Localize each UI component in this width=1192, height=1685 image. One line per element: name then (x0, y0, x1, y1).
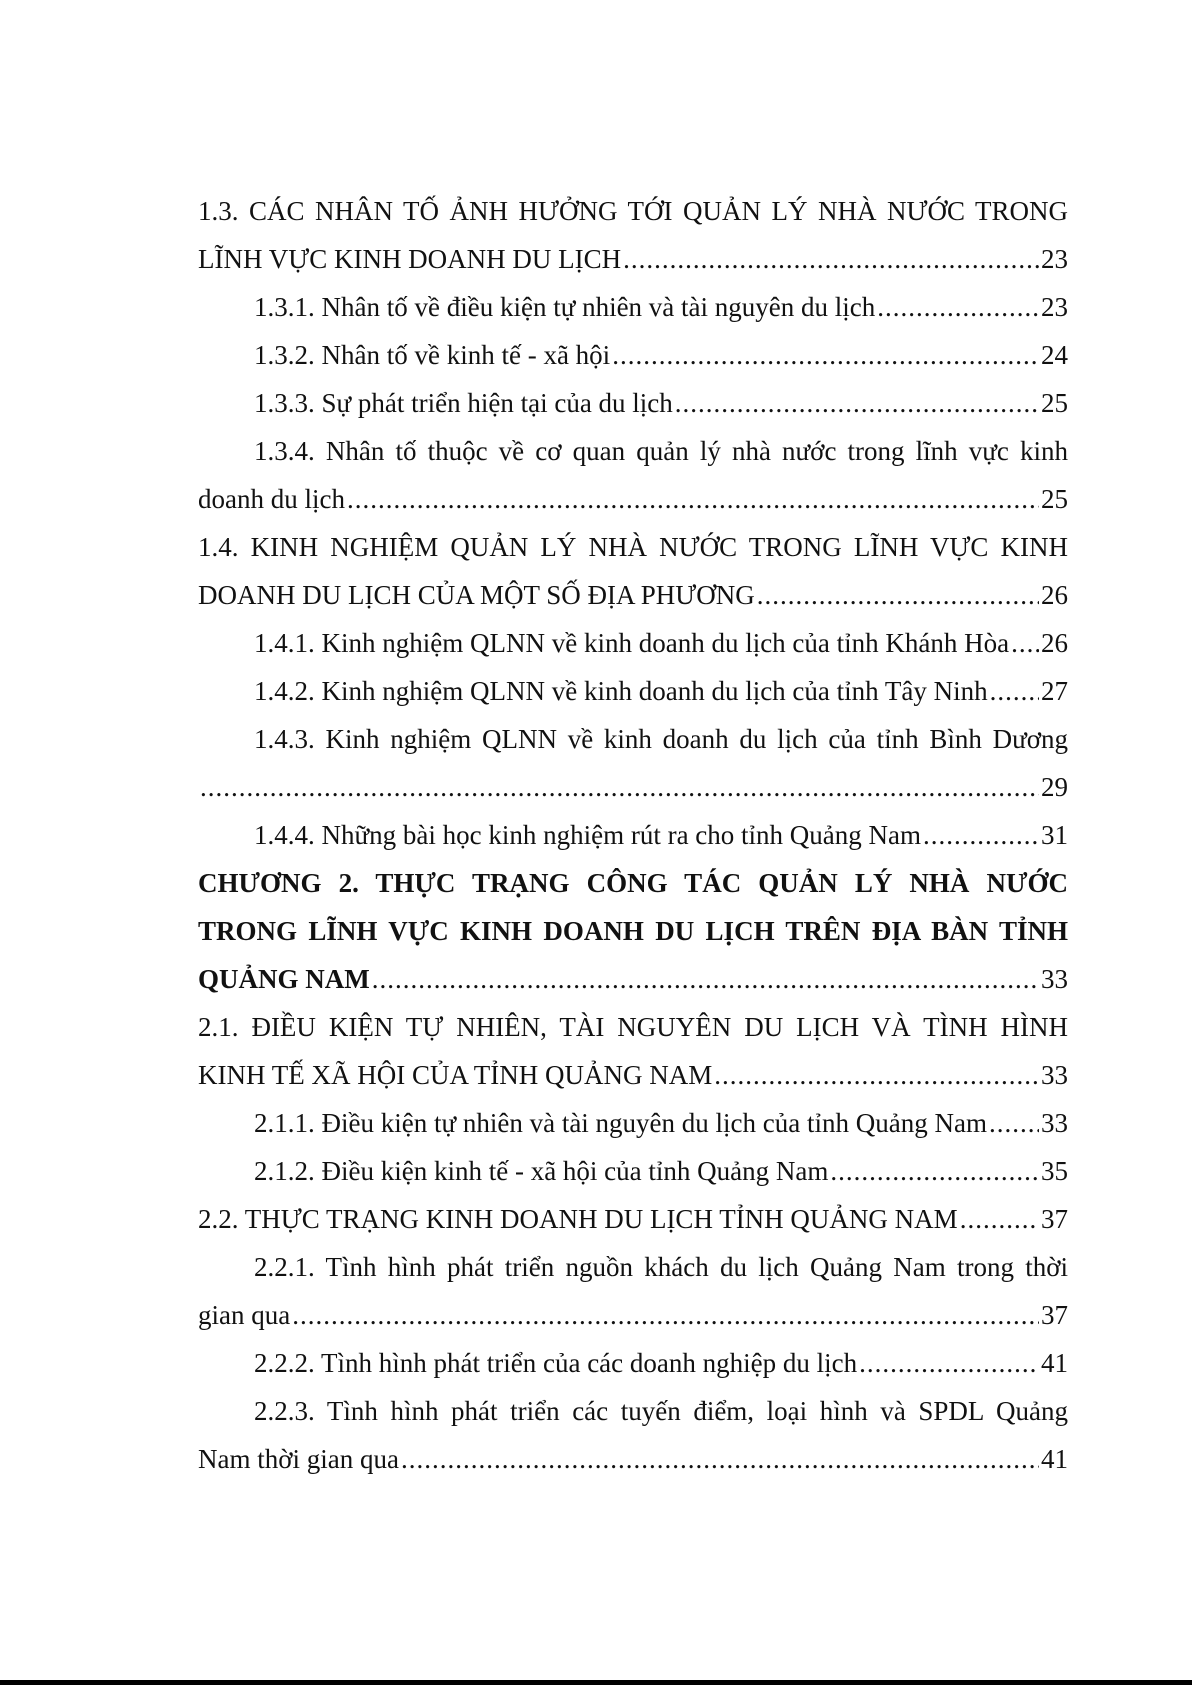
dot-leader (200, 763, 1039, 811)
toc-page-number: 23 (1041, 244, 1068, 274)
toc-page-number: 37 (1041, 1204, 1068, 1234)
toc-entry-leader-line (198, 475, 1068, 523)
toc-entry-leader-line (198, 331, 1068, 379)
toc-entry-title: 1.3.1. Nhân tố về điều kiện tự nhiên và tài nguyên du lịch (254, 292, 876, 322)
toc-entry-leader-line (198, 1339, 1068, 1387)
toc-entry-title: 1.3.3. Sự phát triển hiện tại của du lịch (254, 388, 673, 418)
toc-entry-leader-line (198, 667, 1068, 715)
toc-entry[interactable] (198, 427, 1068, 523)
toc-entry-leader-line (198, 763, 1068, 811)
toc-page-number: 25 (1041, 388, 1068, 418)
toc-page-number: 25 (1041, 484, 1068, 514)
dot-leader (830, 1147, 1039, 1195)
toc-entry-leader-line (198, 811, 1068, 859)
toc-entry[interactable] (198, 331, 1068, 379)
dot-leader (372, 955, 1039, 1003)
toc-page-number: 29 (1041, 772, 1068, 802)
toc-entry-leader-line (198, 1195, 1068, 1243)
dot-leader (960, 1195, 1039, 1243)
table-of-contents (198, 187, 1068, 1483)
toc-entry-title: Nam thời gian qua (198, 1444, 399, 1474)
toc-entry-title: 2.1.1. Điều kiện tự nhiên và tài nguyên du lịch của tỉnh Quảng Nam (254, 1108, 987, 1138)
toc-entry-title: 2.1.2. Điều kiện kinh tế - xã hội của tỉnh Quảng Nam (254, 1156, 829, 1186)
toc-entry[interactable] (198, 1387, 1068, 1483)
toc-entry-leader-line (198, 1051, 1068, 1099)
toc-page-number: 35 (1041, 1156, 1068, 1186)
toc-entry[interactable] (198, 1147, 1068, 1195)
toc-page-number: 33 (1041, 1060, 1068, 1090)
dot-leader (923, 811, 1039, 859)
toc-entry[interactable] (198, 1099, 1068, 1147)
toc-entry[interactable] (198, 379, 1068, 427)
toc-entry-title: gian qua (198, 1300, 291, 1330)
toc-page-number: 41 (1041, 1348, 1068, 1378)
toc-entry-title: 1.4.4. Những bài học kinh nghiệm rút ra cho tỉnh Quảng Nam (254, 820, 922, 850)
dot-leader (612, 331, 1039, 379)
toc-page-number: 24 (1041, 340, 1068, 370)
toc-entry-leader-line (198, 1147, 1068, 1195)
toc-entry-title: 2.2. THỰC TRẠNG KINH DOANH DU LỊCH TỈNH QUẢNG NAM (198, 1204, 958, 1234)
toc-entry-title: LĨNH VỰC KINH DOANH DU LỊCH (198, 244, 622, 274)
toc-entry[interactable] (198, 715, 1068, 811)
dot-leader (989, 1099, 1039, 1147)
toc-entry-leader-line (198, 1435, 1068, 1483)
toc-entry-line: 1.3.4. Nhân tố thuộc về cơ quan quản lý nhà nước trong lĩnh vực kinh (254, 436, 1068, 466)
toc-entry[interactable] (198, 1195, 1068, 1243)
toc-page-number: 26 (1041, 628, 1068, 658)
dot-leader (675, 379, 1039, 427)
toc-page-number: 33 (1041, 964, 1068, 994)
toc-entry[interactable] (198, 187, 1068, 283)
toc-entry-title: QUẢNG NAM (198, 964, 370, 994)
toc-entry[interactable] (198, 667, 1068, 715)
toc-entry-leader-line (198, 283, 1068, 331)
toc-entry-line: 2.2.3. Tình hình phát triển các tuyến điểm, loại hình và SPDL Quảng (254, 1396, 1068, 1426)
toc-entry-line: TRONG LĨNH VỰC KINH DOANH DU LỊCH TRÊN ĐỊA BÀN TỈNH (198, 916, 1068, 946)
toc-entry-leader-line (198, 379, 1068, 427)
toc-entry[interactable] (198, 859, 1068, 1003)
toc-entry-title: KINH TẾ XÃ HỘI CỦA TỈNH QUẢNG NAM (198, 1060, 713, 1090)
toc-entry-title: doanh du lịch (198, 484, 345, 514)
toc-entry[interactable] (198, 1003, 1068, 1099)
toc-entry-leader-line (198, 1291, 1068, 1339)
toc-entry-leader-line (198, 1099, 1068, 1147)
dot-leader (401, 1435, 1039, 1483)
toc-page-number: 31 (1041, 820, 1068, 850)
toc-entry-line: 1.4.3. Kinh nghiệm QLNN về kinh doanh du lịch của tỉnh Bình Dương (254, 724, 1068, 754)
toc-entry-line: 1.4. KINH NGHIỆM QUẢN LÝ NHÀ NƯỚC TRONG LĨNH VỰC KINH (198, 532, 1068, 562)
toc-entry-title: 2.2.2. Tình hình phát triển của các doanh nghiệp du lịch (254, 1348, 858, 1378)
dot-leader (623, 235, 1039, 283)
dot-leader (714, 1051, 1039, 1099)
toc-entry-title: 1.3.2. Nhân tố về kinh tế - xã hội (254, 340, 611, 370)
toc-entry-line: 1.3. CÁC NHÂN TỐ ẢNH HƯỞNG TỚI QUẢN LÝ NHÀ NƯỚC TRONG (198, 196, 1068, 226)
bottom-border (0, 1680, 1192, 1685)
toc-entry[interactable] (198, 523, 1068, 619)
toc-entry-leader-line (198, 955, 1068, 1003)
toc-entry[interactable] (198, 619, 1068, 667)
toc-page-number: 41 (1041, 1444, 1068, 1474)
toc-entry[interactable] (198, 283, 1068, 331)
toc-page-number: 26 (1041, 580, 1068, 610)
toc-entry-line: CHƯƠNG 2. THỰC TRẠNG CÔNG TÁC QUẢN LÝ NHÀ NƯỚC (198, 868, 1068, 898)
dot-leader (757, 571, 1039, 619)
toc-entry-line: 2.1. ĐIỀU KIỆN TỰ NHIÊN, TÀI NGUYÊN DU LỊCH VÀ TÌNH HÌNH (198, 1012, 1068, 1042)
dot-leader (347, 475, 1039, 523)
toc-page-number: 37 (1041, 1300, 1068, 1330)
toc-entry-leader-line (198, 235, 1068, 283)
dot-leader (859, 1339, 1039, 1387)
dot-leader (990, 667, 1039, 715)
toc-entry-line: 2.2.1. Tình hình phát triển nguồn khách du lịch Quảng Nam trong thời (254, 1252, 1068, 1282)
dot-leader (877, 283, 1039, 331)
toc-entry-title: 1.4.1. Kinh nghiệm QLNN về kinh doanh du lịch của tỉnh Khánh Hòa (254, 628, 1010, 658)
toc-page-number: 23 (1041, 292, 1068, 322)
toc-entry-title: 1.4.2. Kinh nghiệm QLNN về kinh doanh du lịch của tỉnh Tây Ninh (254, 676, 988, 706)
toc-page-number: 27 (1041, 676, 1068, 706)
toc-entry-title: DOANH DU LỊCH CỦA MỘT SỐ ĐỊA PHƯƠNG (198, 580, 755, 610)
toc-entry[interactable] (198, 1243, 1068, 1339)
toc-entry-leader-line (198, 571, 1068, 619)
dot-leader (292, 1291, 1039, 1339)
toc-page-number: 33 (1041, 1108, 1068, 1138)
toc-entry[interactable] (198, 811, 1068, 859)
toc-entry[interactable] (198, 1339, 1068, 1387)
dot-leader (1011, 619, 1039, 667)
toc-entry-leader-line (198, 619, 1068, 667)
